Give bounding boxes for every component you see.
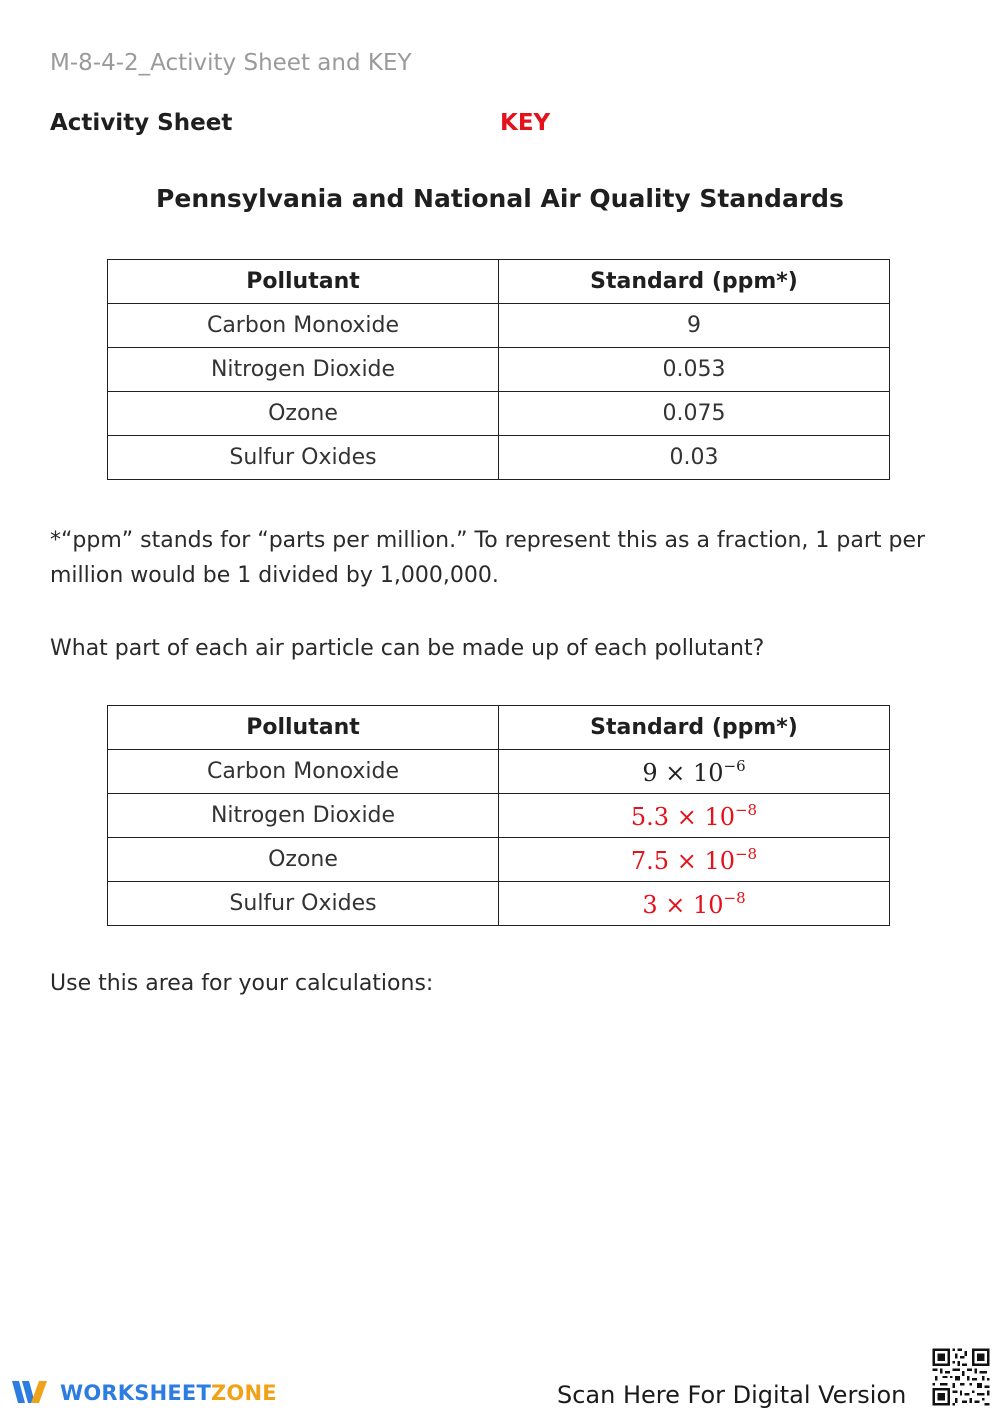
times-symbol: × (676, 802, 697, 831)
standard-cell: 0.075 (499, 392, 890, 436)
pollutant-cell: Ozone (108, 392, 499, 436)
page-title: Pennsylvania and National Air Quality Standards (156, 184, 844, 213)
table-row (108, 348, 890, 392)
qr-code-icon[interactable] (930, 1346, 992, 1408)
answer-value (630, 844, 758, 875)
table-row (108, 392, 890, 436)
worksheetzone-logo[interactable] (12, 1377, 277, 1409)
exponent: −8 (734, 800, 758, 819)
brand-name-part1: WORKSHEET (60, 1381, 211, 1405)
pollutant-cell: Sulfur Oxides (108, 882, 499, 926)
pollutant-cell: Sulfur Oxides (108, 436, 499, 480)
brand-name-part2: ZONE (210, 1381, 277, 1405)
column-header-pollutant: Pollutant (108, 706, 499, 750)
scientific-notation-cell (499, 794, 890, 838)
pollutant-cell: Carbon Monoxide (108, 750, 499, 794)
pollutant-cell: Nitrogen Dioxide (108, 794, 499, 838)
mantissa: 7.5 (630, 846, 670, 875)
pollutant-cell: Carbon Monoxide (108, 304, 499, 348)
standards-table (107, 259, 890, 480)
question-text: What part of each air particle can be made up of each pollutant? (50, 636, 765, 661)
column-header-pollutant: Pollutant (108, 260, 499, 304)
worksheetzone-w-logo-icon (12, 1377, 52, 1409)
pollutant-cell: Ozone (108, 838, 499, 882)
scientific-notation-cell (499, 750, 890, 794)
exponent: −6 (723, 756, 746, 775)
table-row (108, 882, 890, 926)
scan-here-text: Scan Here For Digital Version (557, 1381, 907, 1409)
calculation-area-label: Use this area for your calculations: (50, 971, 434, 996)
answer-value (642, 888, 746, 919)
scientific-notation-value (642, 756, 746, 787)
scientific-notation-cell (499, 838, 890, 882)
column-header-standard: Standard (ppm*) (499, 260, 890, 304)
pollutant-cell: Nitrogen Dioxide (108, 348, 499, 392)
key-label: KEY (500, 110, 551, 136)
mantissa: 3 (642, 890, 658, 919)
table-header-row (108, 706, 890, 750)
times-symbol: × (665, 758, 686, 787)
standard-cell: 0.03 (499, 436, 890, 480)
table-row (108, 794, 890, 838)
exponent: −8 (734, 844, 758, 863)
table-row (108, 436, 890, 480)
fraction-table (107, 705, 890, 926)
document-id: M-8-4-2_Activity Sheet and KEY (50, 50, 412, 76)
base: 10 (693, 890, 724, 919)
brand-name (60, 1381, 277, 1405)
base: 10 (704, 802, 735, 831)
base: 10 (704, 846, 735, 875)
scientific-notation-cell (499, 882, 890, 926)
times-symbol: × (665, 890, 686, 919)
standard-cell: 0.053 (499, 348, 890, 392)
exponent: −8 (723, 888, 746, 907)
standard-cell: 9 (499, 304, 890, 348)
table-header-row (108, 260, 890, 304)
times-symbol: × (676, 846, 697, 875)
answer-value (630, 800, 758, 831)
table-row (108, 750, 890, 794)
ppm-footnote: *“ppm” stands for “parts per million.” To represent this as a fraction, 1 part per million would be 1 divided by 1,000,000. (50, 528, 926, 588)
column-header-standard: Standard (ppm*) (499, 706, 890, 750)
table-row (108, 838, 890, 882)
table-row (108, 304, 890, 348)
base: 10 (693, 758, 724, 787)
mantissa: 9 (642, 758, 658, 787)
activity-sheet-label: Activity Sheet (50, 110, 233, 136)
mantissa: 5.3 (630, 802, 670, 831)
